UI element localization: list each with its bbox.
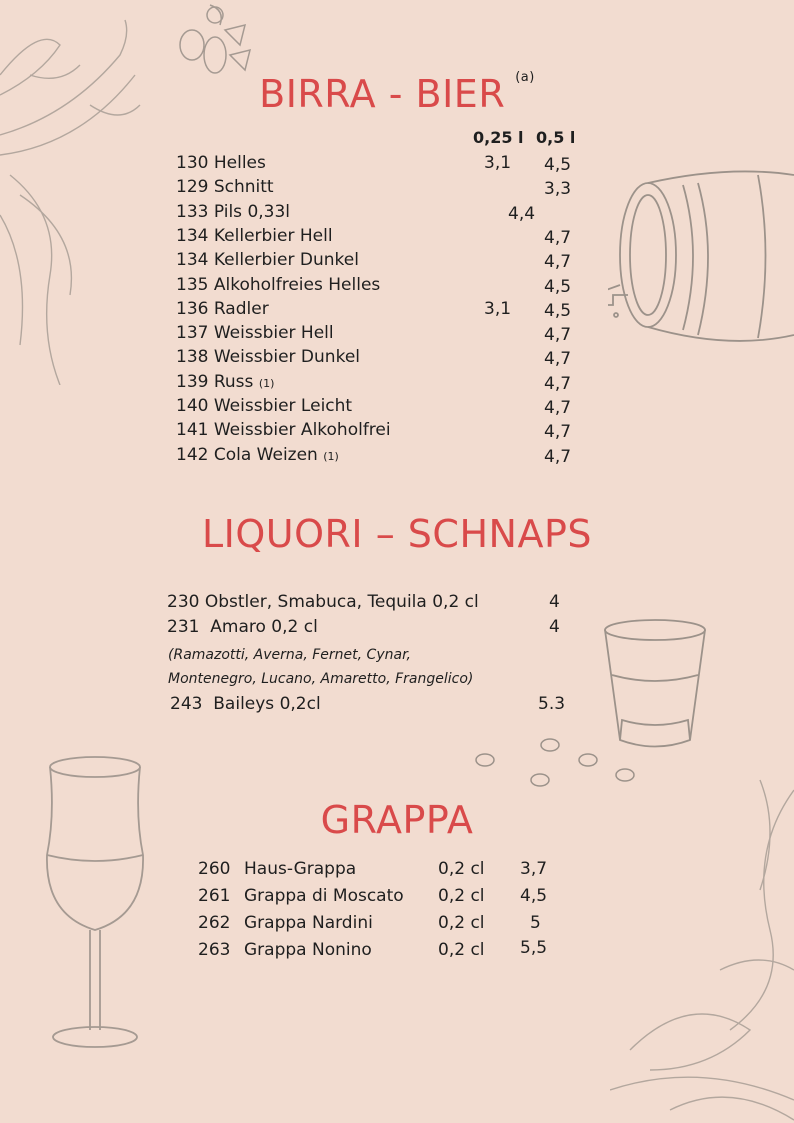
item-name: Weissbier Dunkel [213,347,360,368]
item-number: 230 [167,592,200,612]
item-number: 137 [176,323,209,344]
beer-section-title [0,72,794,116]
beer-title-text: BIRRA - BIER [259,72,506,116]
item-name: Haus-Grappa [244,859,357,879]
price-large: 4,7 [544,325,572,346]
item-number: 134 [176,225,209,246]
item-price: 5.3 [538,694,566,714]
item-number: 243 [170,694,203,714]
item-name: Cola Weizen [213,444,318,465]
price-small: 3,1 [484,298,512,319]
item-number: 136 [176,298,209,319]
item-name: Helles [213,153,266,173]
list-item [176,323,334,343]
price-large: 4,7 [544,252,572,273]
item-size: 0,2 cl [438,886,485,906]
item-size: 0,2 cl [438,940,485,960]
price-large: 4,5 [544,276,572,297]
price-large: 4,7 [544,422,572,443]
item-price: 4 [549,617,560,637]
item-number: 141 [176,420,209,441]
list-item [176,226,333,246]
price-large: 4,7 [544,446,572,467]
item-name: Obstler, Smabuca, Tequila 0,2 cl [204,592,479,612]
price-large: 4,7 [544,227,572,248]
item-number: 130 [176,153,209,173]
item-number: 260 [198,859,231,879]
item-name: Schnitt [213,177,274,198]
item-number: 139 [176,371,209,392]
item-number: 231 [167,617,200,637]
shot-glass-illustration [600,615,710,755]
item-name: Kellerbier Dunkel [213,250,359,271]
item-name: Amaro 0,2 cl [210,617,318,637]
list-item [170,694,321,714]
price-large: 4,7 [544,398,572,418]
item-number: 134 [176,250,209,271]
item-price: 5 [530,913,541,933]
item-name: Grappa di Moscato [244,886,404,906]
beer-title-note: (a) [515,70,535,86]
item-name: Weissbier Hell [213,323,334,344]
grappa-section-title: GRAPPA [320,798,474,842]
item-name: Weissbier Leicht [213,396,353,416]
item-number: 138 [176,347,209,368]
price-small: 3,1 [484,153,512,173]
amaro-brands-note: Montenegro, Lucano, Amaretto, Frangelico) [168,671,474,687]
price-large: 4,5 [544,300,572,321]
item-number: 262 [198,913,231,933]
list-item [176,445,339,465]
list-item [176,396,352,416]
item-name: Pils 0,33l [213,201,291,222]
price-small: 4,4 [508,203,536,224]
item-price: 4,5 [520,886,548,906]
list-item [176,250,359,270]
price-large: 4,5 [544,155,572,175]
item-price: 4 [549,592,560,612]
item-name: Russ [213,371,254,392]
item-name: Alkoholfreies Helles [213,274,381,295]
list-item [176,372,274,392]
item-name: Grappa Nonino [244,940,372,960]
item-price: 3,7 [520,859,548,879]
item-number: 133 [176,201,209,222]
item-number: 129 [176,177,209,198]
list-item [176,420,391,440]
price-large: 4,7 [544,373,572,394]
item-name: Weissbier Alkoholfrei [213,420,391,441]
list-item [176,202,290,222]
acanthus-leaf-left-illustration [0,15,150,385]
price-large: 4,7 [544,349,572,370]
list-item [176,347,360,367]
item-number: 140 [176,396,209,416]
list-item [167,617,318,637]
item-number: 135 [176,274,209,295]
list-item [176,299,269,319]
list-item [176,177,274,197]
list-item [176,275,380,295]
price-large: 3,3 [544,179,572,200]
list-item [167,592,479,612]
column-header-small: 0,25 l [473,128,524,147]
column-header-large: 0,5 l [536,128,576,147]
amaro-brands-note: (Ramazotti, Averna, Fernet, Cynar, [168,647,411,663]
list-item [176,153,266,173]
item-size: 0,2 cl [438,913,485,933]
liquor-section-title: LIQUORI – SCHNAPS [202,512,592,556]
item-number: 261 [198,886,231,906]
item-footnote: (1) [323,449,339,463]
item-number: 263 [198,940,231,960]
item-price: 5,5 [520,938,548,958]
barrel-illustration [608,155,794,355]
item-size: 0,2 cl [438,859,485,879]
item-name: Radler [213,298,269,319]
item-name: Baileys 0,2cl [213,694,321,714]
item-name: Kellerbier Hell [213,225,333,246]
item-name: Grappa Nardini [244,913,373,933]
item-footnote: (1) [258,376,275,390]
item-number: 142 [176,444,209,465]
